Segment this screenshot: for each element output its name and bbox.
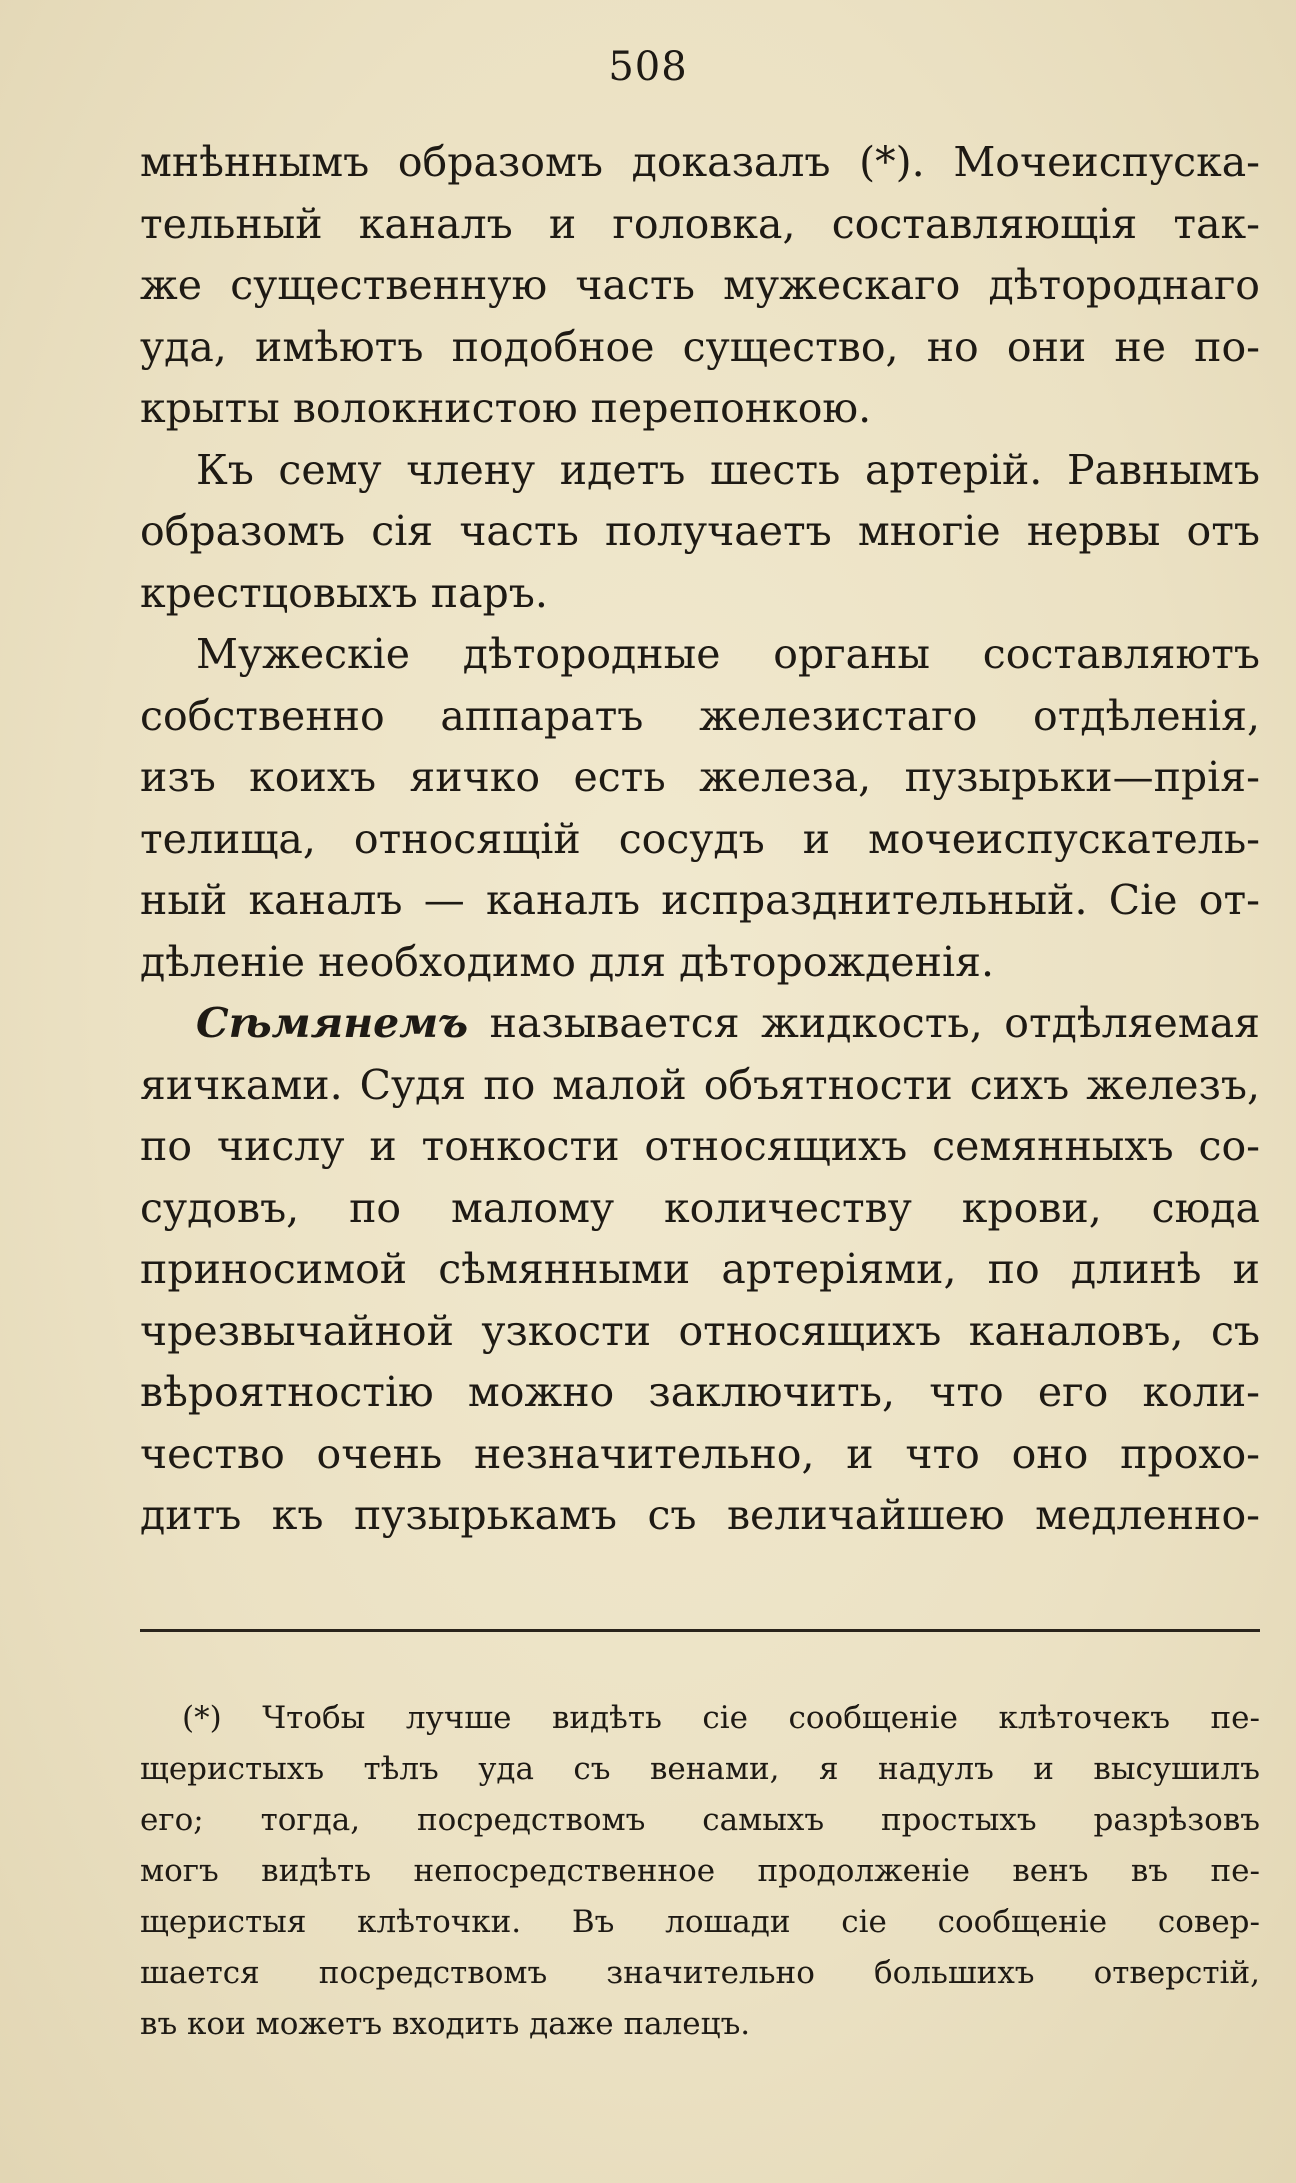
text-line-text: телища, относящій сосудъ и мочеиспускатель- xyxy=(140,814,1260,863)
text-line-text: вѣроятностію можно заключить, что его коли- xyxy=(140,1368,1260,1416)
text-line xyxy=(140,993,1260,1055)
footnote-line-text: въ кои можетъ входить даже палецъ. xyxy=(140,2006,751,2042)
text-line xyxy=(140,870,1260,932)
text-line-text: тельный каналъ и головка, составляющія так- xyxy=(140,199,1260,248)
text-line xyxy=(140,378,1260,440)
text-line xyxy=(140,440,1260,502)
text-line xyxy=(140,501,1260,563)
text-line-text: чество очень незначительно, и что оно прохо- xyxy=(140,1429,1260,1478)
text-line xyxy=(140,932,1260,994)
footnote-line xyxy=(140,1795,1260,1846)
emphasized-term: Сѣмянемъ xyxy=(196,999,469,1047)
text-line xyxy=(140,317,1260,379)
text-line xyxy=(140,1424,1260,1486)
text-line xyxy=(140,624,1260,686)
page-number: 508 xyxy=(608,44,688,90)
text-line xyxy=(140,194,1260,256)
text-line xyxy=(140,1116,1260,1178)
text-line-text: мнѣннымъ образомъ доказалъ (*). Мочеиспуска- xyxy=(140,138,1260,186)
text-line-text: яичками. Судя по малой объятности сихъ железъ, xyxy=(140,1060,1260,1109)
text-line xyxy=(140,686,1260,748)
text-line-text: крыты волокнистою перепонкою. xyxy=(140,384,872,432)
footnote-line xyxy=(140,1948,1260,1999)
text-line-text: собственно аппаратъ железистаго отдѣленія, xyxy=(140,691,1260,740)
footnote-line xyxy=(140,1846,1260,1897)
text-line xyxy=(140,1239,1260,1301)
text-line xyxy=(140,1362,1260,1424)
text-line-text: уда, имѣютъ подобное существо, но они не по- xyxy=(140,322,1260,371)
text-line-text: Къ сему члену идетъ шесть артерій. Равнымъ xyxy=(196,445,1260,494)
text-line xyxy=(140,255,1260,317)
text-line xyxy=(140,1178,1260,1240)
text-line-text: крестцовыхъ паръ. xyxy=(140,568,548,617)
footnote-line xyxy=(140,1897,1260,1948)
text-line-text: дѣленіе необходимо для дѣторожденія. xyxy=(140,937,994,986)
footnote-line-text: его; тогда, посредствомъ самыхъ простыхъ разрѣзовъ xyxy=(140,1802,1260,1838)
text-line xyxy=(140,1301,1260,1363)
footnote-line xyxy=(140,1693,1260,1744)
text-line-text: образомъ сія часть получаетъ многіе нервы отъ xyxy=(140,507,1260,555)
footnote-line-text: щеристыхъ тѣлъ уда съ венами, я надулъ и высушилъ xyxy=(140,1751,1260,1787)
text-line-text: изъ коихъ яичко есть железа, пузырьки—прія- xyxy=(140,753,1260,801)
text-line xyxy=(140,1485,1260,1547)
footnote-line xyxy=(140,1999,1260,2050)
footnote-line xyxy=(140,1744,1260,1795)
footnote-line-text: щеристыя клѣточки. Въ лошади сіе сообщеніе совер- xyxy=(140,1904,1260,1940)
text-line-text: Мужескіе дѣтородные органы составляютъ xyxy=(196,630,1260,678)
footnote xyxy=(140,1693,1260,2050)
footnote-line-text: шается посредствомъ значительно большихъ отверстій, xyxy=(140,1955,1260,1991)
text-line xyxy=(140,747,1260,809)
text-line-text: дитъ къ пузырькамъ съ величайшею медленно- xyxy=(140,1491,1260,1539)
text-line xyxy=(140,1055,1260,1117)
text-line xyxy=(140,563,1260,625)
text-line xyxy=(140,132,1260,194)
footnote-line-text: (*) Чтобы лучше видѣть сіе сообщеніе клѣточекъ пе- xyxy=(182,1700,1260,1736)
footnote-line-text: могъ видѣть непосредственное продолженіе венъ въ пе- xyxy=(140,1853,1260,1889)
text-line-text: чрезвычайной узкости относящихъ каналовъ, съ xyxy=(140,1306,1260,1355)
text-line-text: называется жидкость, отдѣляемая xyxy=(468,999,1260,1047)
text-line-text: судовъ, по малому количеству крови, сюда xyxy=(140,1183,1260,1232)
text-line-text: приносимой сѣмянными артеріями, по длинѣ и xyxy=(140,1245,1260,1293)
text-line-text: по числу и тонкости относящихъ семянныхъ со- xyxy=(140,1122,1260,1170)
main-text xyxy=(140,132,1260,1547)
text-line xyxy=(140,809,1260,871)
text-line-text: ный каналъ — каналъ испразднительный. Сіе от- xyxy=(140,876,1260,924)
footnote-separator xyxy=(140,1629,1260,1632)
text-line-text: же существенную часть мужескаго дѣтороднаго xyxy=(140,261,1260,309)
